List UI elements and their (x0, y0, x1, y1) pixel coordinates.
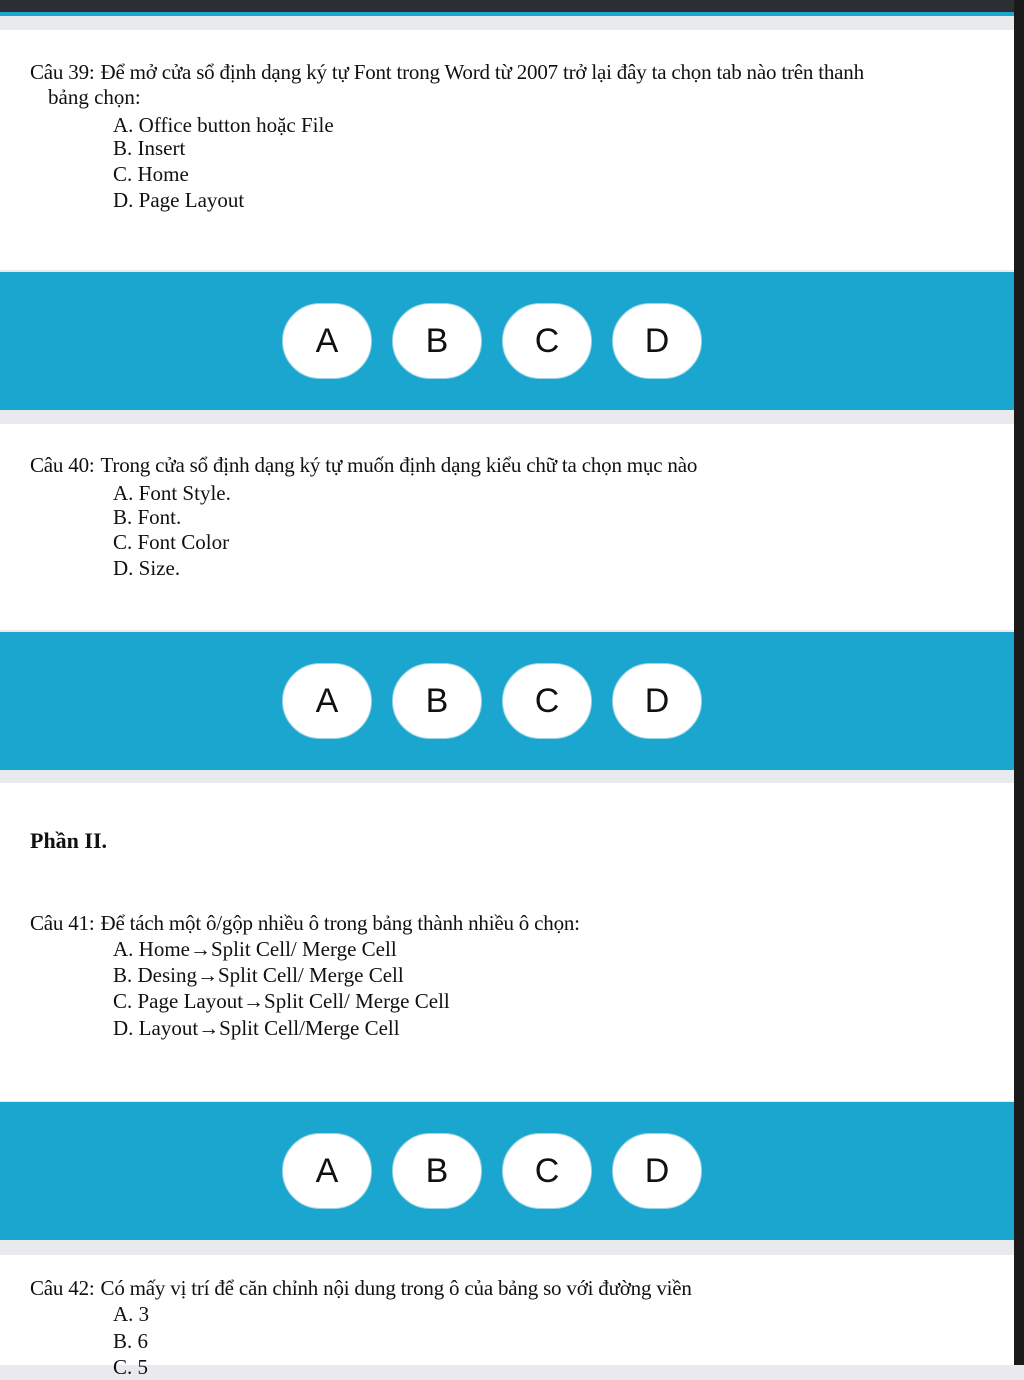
option-a: A. 3 (113, 1302, 150, 1326)
answer-button-b[interactable]: B (392, 1133, 482, 1209)
answer-button-d[interactable]: D (612, 1133, 702, 1209)
option-c: C. Page Layout→Split Cell/ Merge Cell (113, 989, 450, 1013)
question-card-42 (0, 1255, 1014, 1379)
option-c: C. 5 (113, 1355, 149, 1379)
answer-button-b[interactable]: B (392, 663, 482, 739)
option-d: D. Page Layout (113, 188, 245, 212)
option-b: B. Insert (113, 136, 186, 160)
question-card-40 (0, 424, 1014, 630)
answer-button-c[interactable]: C (502, 303, 592, 379)
question-text: Câu 40: Trong cửa sổ định dạng ký tự muốn định dạng kiểu chữ ta chọn mục nào (30, 453, 698, 477)
question-text: Câu 42: Có mấy vị trí để căn chỉnh nội dung trong ô của bảng so với đường viền (30, 1276, 692, 1300)
answer-button-c[interactable]: C (502, 663, 592, 739)
question-text: Câu 39: Để mở cửa sổ định dạng ký tự Font trong Word từ 2007 trở lại đây ta chọn tab nào trên thanh (30, 60, 864, 84)
section-title: Phần II. (30, 828, 108, 853)
option-a: A. Font Style. (113, 481, 231, 505)
answer-button-c[interactable]: C (502, 1133, 592, 1209)
answer-button-a[interactable]: A (282, 1133, 372, 1209)
top-accent-line (0, 12, 1014, 16)
right-edge-border (1014, 0, 1024, 1365)
answer-bar-41 (0, 1102, 1014, 1240)
option-b: B. 6 (113, 1329, 149, 1353)
question-text-continued: bảng chọn: (48, 85, 141, 109)
answer-button-a[interactable]: A (282, 303, 372, 379)
answer-bar-39 (0, 272, 1014, 410)
question-text: Câu 41: Để tách một ô/gộp nhiều ô trong bảng thành nhiều ô chọn: (30, 911, 580, 935)
answer-button-d[interactable]: D (612, 303, 702, 379)
option-d: D. Layout→Split Cell/Merge Cell (113, 1016, 400, 1040)
question-card-41 (0, 783, 1014, 1101)
question-number: Câu 39: (30, 60, 95, 84)
option-b: B. Font. (113, 505, 182, 529)
option-a: A. Home→Split Cell/ Merge Cell (113, 937, 397, 961)
answer-button-b[interactable]: B (392, 303, 482, 379)
question-number: Câu 41: (30, 911, 95, 935)
option-c: C. Font Color (113, 530, 230, 554)
answer-button-d[interactable]: D (612, 663, 702, 739)
option-b: B. Desing→Split Cell/ Merge Cell (113, 963, 404, 987)
option-c: C. Home (113, 162, 189, 186)
question-number: Câu 40: (30, 453, 95, 477)
answer-bar-40 (0, 632, 1014, 770)
question-card-39 (0, 30, 1014, 270)
answer-button-a[interactable]: A (282, 663, 372, 739)
option-a: A. Office button hoặc File (113, 113, 334, 137)
option-d: D. Size. (113, 556, 181, 580)
question-number: Câu 42: (30, 1276, 95, 1300)
